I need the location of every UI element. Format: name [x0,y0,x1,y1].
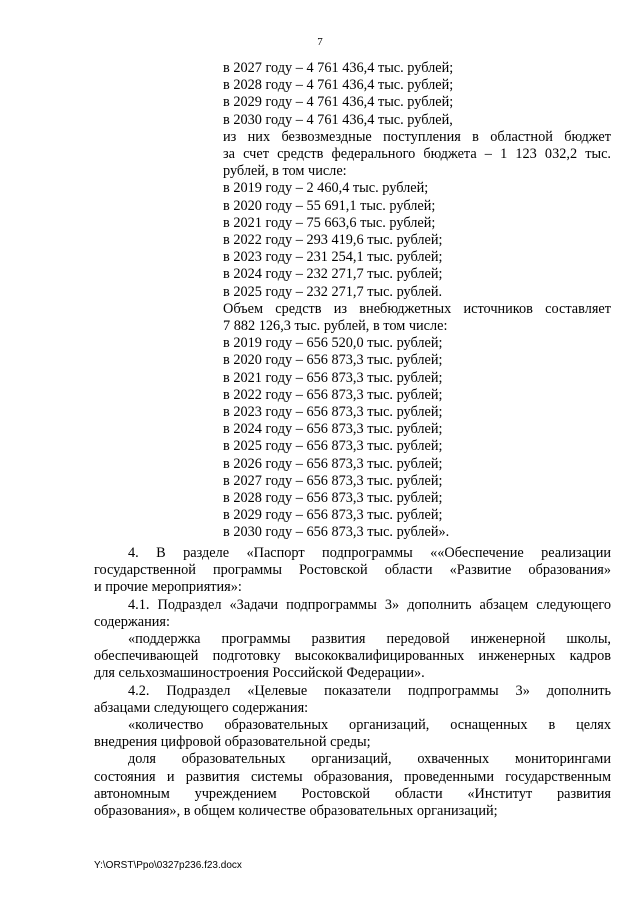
year-line: в 2027 году – 4 761 436,4 тыс. рублей; [223,60,454,76]
section-4-line: 4. В разделе «Паспорт подпрограммы ««Обеспечение реализации [128,545,611,561]
indicator-paragraph-line: доля образовательных организаций, охваченных мониторингами [128,751,611,768]
year-line: в 2024 году – 656 873,3 тыс. рублей; [223,421,443,438]
year-line: в 2029 году – 656 873,3 тыс. рублей; [223,507,443,524]
quote-paragraph-line: обеспечивающей подготовку высококвалифицированных инженерных кадров [94,648,611,665]
section-4-2-line: 4.2. Подраздел «Целевые показатели подпрограммы 3» дополнить [128,682,611,699]
page-number: 7 [317,36,323,48]
year-line: в 2020 году – 656 873,3 тыс. рублей; [223,352,443,369]
year-line: в 2021 году – 656 873,3 тыс. рублей; [223,369,443,386]
indicator-paragraph-line: автономным учреждением Ростовской области «Институт развития [94,785,611,802]
federal-intro-line: из них безвозмездные поступления в областной бюджет [223,128,611,145]
year-line: в 2027 году – 656 873,3 тыс. рублей; [223,472,443,489]
extra-budget-intro-line: 7 882 126,3 тыс. рублей, в том числе: [223,318,448,335]
quote-paragraph-line: для сельхозмашиностроения Российской Федерации». [94,665,425,682]
federal-intro-line: рублей, в том числе: [223,163,347,180]
section-4-1-line: содержания: [94,613,170,630]
year-line: в 2030 году – 656 873,3 тыс. рублей». [223,524,450,541]
indicator-paragraph-line: внедрения цифровой образовательной среды; [94,734,371,751]
footer-file-path: Y:\ORST\Ppo\0327p236.f23.docx [94,860,242,871]
year-line: в 2022 году – 656 873,3 тыс. рублей; [223,386,443,403]
year-line: в 2021 году – 75 663,6 тыс. рублей; [223,214,436,231]
year-line: в 2026 году – 656 873,3 тыс. рублей; [223,455,443,472]
section-4-2-line: абзацами следующего содержания: [94,699,309,716]
budget-block [223,60,611,542]
year-line: в 2025 году – 656 873,3 тыс. рублей; [223,438,443,455]
year-line: в 2019 году – 656 520,0 тыс. рублей; [223,335,443,352]
main-text [94,545,611,820]
year-line: в 2030 году – 4 761 436,4 тыс. рублей, [223,111,453,128]
extra-budget-intro-line: Объем средств из внебюджетных источников составляет [223,300,611,317]
federal-intro-line: за счет средств федерального бюджета – 1 123 032,2 тыс. [223,146,611,163]
year-line: в 2022 году – 293 419,6 тыс. рублей; [223,232,443,249]
year-line: в 2023 году – 656 873,3 тыс. рублей; [223,404,443,421]
section-4-line: государственной программы Ростовской области «Развитие образования» [94,562,611,579]
year-line: в 2029 году – 4 761 436,4 тыс. рублей; [223,94,454,111]
year-line: в 2019 году – 2 460,4 тыс. рублей; [223,180,429,197]
quote-paragraph-line: «поддержка программы развития передовой инженерной школы, [128,631,611,648]
indicator-paragraph-line: состояния и развития системы образования, проведенными государственным [94,768,611,785]
year-line: в 2025 году – 232 271,7 тыс. рублей. [223,283,443,300]
year-line: в 2024 году – 232 271,7 тыс. рублей; [223,266,443,283]
year-line: в 2028 году – 656 873,3 тыс. рублей; [223,490,443,507]
section-4-1-line: 4.1. Подраздел «Задачи подпрограммы 3» дополнить абзацем следующего [128,596,611,613]
year-line: в 2028 году – 4 761 436,4 тыс. рублей; [223,77,454,94]
year-line: в 2020 году – 55 691,1 тыс. рублей; [223,197,436,214]
year-line: в 2023 году – 231 254,1 тыс. рублей; [223,249,443,266]
indicator-paragraph-line: образования», в общем количестве образовательных организаций; [94,803,498,820]
section-4-line: и прочие мероприятия»: [94,579,242,596]
indicator-paragraph-line: «количество образовательных организаций, оснащенных в целях [128,717,611,734]
